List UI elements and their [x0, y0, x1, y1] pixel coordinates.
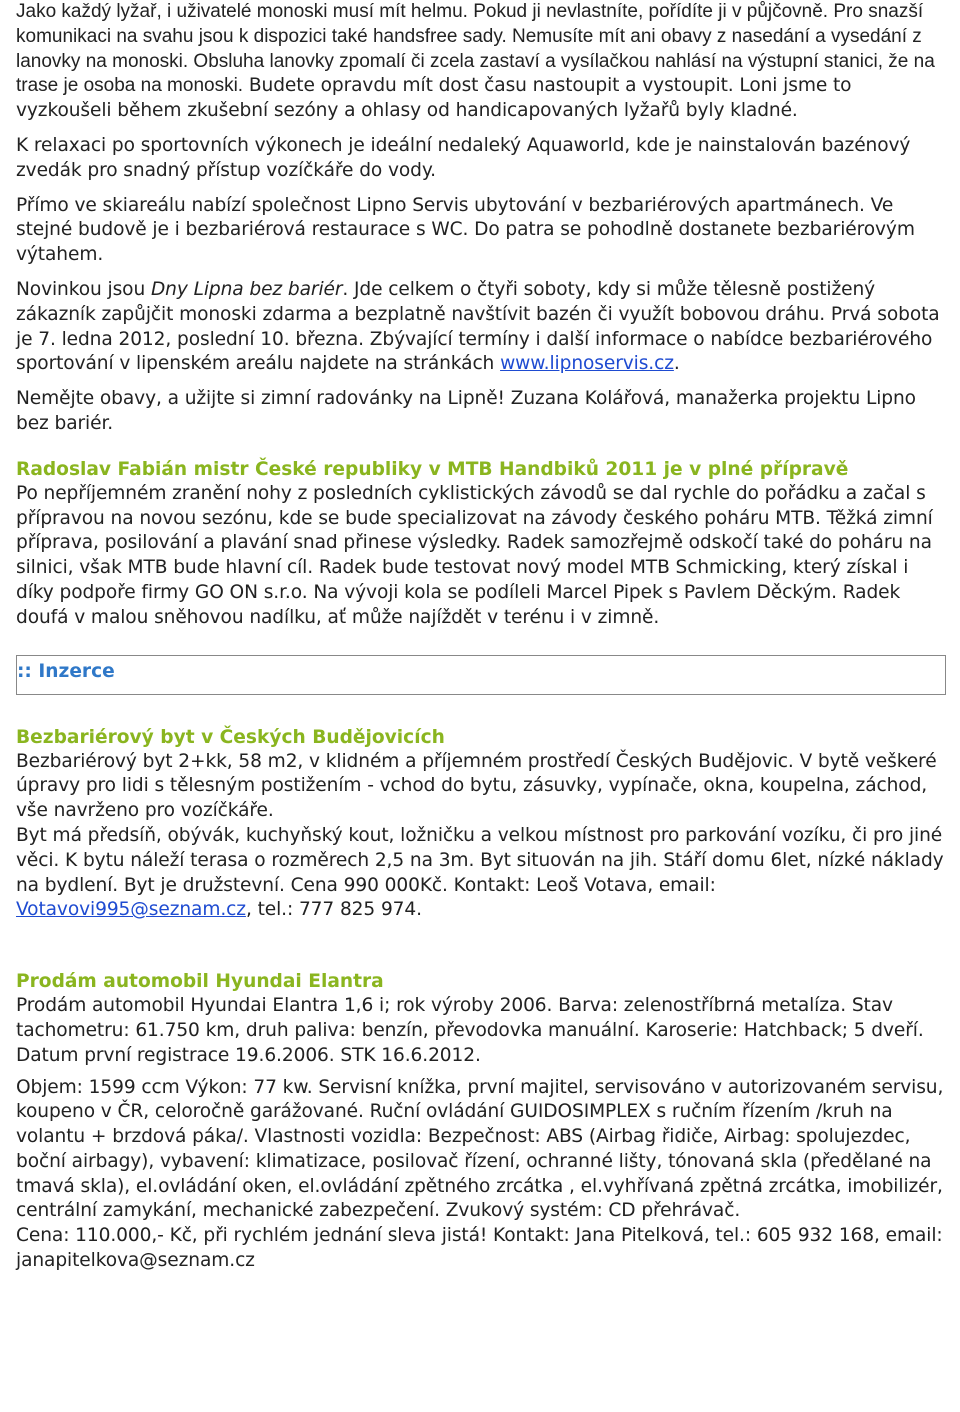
intro-paragraph-5: Nemějte obavy, a užijte si zimní radovánky na Lipně! Zuzana Kolářová, manažerka projektu Lipno bez bariér. [16, 388, 916, 434]
votava-email-link[interactable]: Votavovi995@seznam.cz [16, 899, 246, 921]
flat-ad-paragraph-1: Bezbariérový byt 2+kk, 58 m2, v klidném a příjemném prostředí Českých Budějovic. V bytě veškeré úpravy pro lidi s tělesným postižením - vchod do bytu, zásuvky, vypínače, okna, koupelna, záchod, vše navrženo pro vozíčkáře. [16, 750, 937, 822]
flat-ad-p2-pre: Byt má předsíň, obývák, kuchyňský kout, ložničku a velkou místnost pro parkování vozíku, či pro jiné věci. K bytu náleží terasa o rozměrech 2,5 na 3m. Byt situován na jih. Stáří domu 6let, nízké náklady na bydlení. Byt je družstevní. Cena 990 000Kč. Kontakt: Leoš Votava, email: [16, 824, 944, 896]
intro-p4-pre: Novinkou jsou [16, 278, 151, 300]
intro-p4-end: . [673, 353, 680, 375]
car-ad-title: Prodám automobil Hyundai Elantra [16, 971, 384, 993]
intro-p1-b: Budete opravdu mít dost času nastoupit a vystoupit. Loni jsme to vyzkoušeli během zkušební sezóny a ohlasy od handicapovaných lyžařů byly kladné. [16, 75, 852, 122]
mtb-article-title: Radoslav Fabián mistr České republiky v MTB Handbiků 2011 je v plné přípravě [16, 458, 849, 480]
document-page [16, 0, 946, 1274]
lipnoservis-link[interactable]: www.lipnoservis.cz [500, 353, 674, 375]
intro-p1-a: Jako každý lyžař, i uživatelé monoski musí mít helmu. Pokud ji nevlastníte, pořídíte ji v půjčovně. Pro snazší komunikaci na svahu jsou k dispozici také handsfree sady. Nemusíte mít ani obavy z nasedání a vysedání z lanovky na monoski. Obsluha lanovky zpomalí či zcela zastaví a vysílačkou nahlásí na výstupní stanici, že na trase je osoba na monoski. [16, 1, 935, 97]
intro-paragraph-3: Přímo ve skiareálu nabízí společnost Lipno Servis ubytování v bezbariérových apartmánech. Ve stejné budově je i bezbariérová restaurace s WC. Do patra se pohodlně dostanete bezbariérovým výtahem. [16, 194, 915, 266]
intro-paragraph-1 [16, 0, 946, 124]
flat-ad-paragraph-2 [16, 824, 946, 923]
flat-ad-p2-post: , tel.: 777 825 974. [245, 899, 422, 921]
intro-p4-post: . Jde celkem o čtyři soboty, kdy si může tělesně postižený zákazník zapůjčit monoski zdarma a bezplatně navštívit bazén či využít bobovou dráhu. Prvá sobota je 7. ledna 2012, poslední 10. března. Zbývající termíny i další informace o nabídce bezbariérového sportování v lipenském areálu najdete na stránkách [16, 278, 940, 375]
intro-paragraph-4 [16, 278, 946, 377]
mtb-article-body: Po nepříjemném zranění nohy z posledních cyklistických závodů se dal rychle do pořádku a začal s přípravou na novou sezónu, kde se bude specializovat na závody českého poháru MTB. Těžká zimní příprava, posilování a plavání snad přinese výsledky. Radek samozřejmě odskočí také do poháru na silnici, však MTB bude hlavní cíl. Radek bude testovat nový model MTB Schmicking, který získal i díky podpoře firmy GO ON s.r.o. Na vývoji kola se podíleli Marcel Pipek s Pavlem Děckým. Radek doufá v malou sněhovou nadílku, ať může najíždět v terénu i v zimně. [16, 482, 933, 628]
car-ad-paragraph-1: Prodám automobil Hyundai Elantra 1,6 i; rok výroby 2006. Barva: zelenostříbrná metalíza. Stav tachometru: 61.750 km, druh paliva: benzín, převodovka manuální. Karoserie: Hatchback; 5 dveří. Datum první registrace 19.6.2006. STK 16.6.2012. [16, 995, 924, 1066]
flat-ad-title: Bezbariérový byt v Českých Budějovicích [16, 726, 445, 748]
inzerce-section-header [16, 655, 946, 695]
car-ad-paragraph-2: Objem: 1599 ccm Výkon: 77 kw. Servisní knížka, první majitel, servisováno v autorizovaném servisu, koupeno v ČR, celoročně garážované. Ruční ovládání GUIDOSIMPLEX s ručním řízením /kruh na volantu + brzdová páka/. Vlastnosti vozidla: Bezpečnost: ABS (Airbag řidiče, Airbag: spolujezdec, boční airbagy), vybavení: klimatizace, posilovač řízení, ochranné lišty, tónovaná skla (předělané na tmavá skla), el.ovládání oken, el.ovládání zpětného zrcátka , el.vyhřívaná zpětná zrcátka, imobilizér, centrální zamykání, mechanické zabezpečení. Zvukový systém: CD přehrávač. [16, 1076, 944, 1222]
intro-p4-emphasis: Dny Lipna bez bariér [150, 278, 343, 300]
intro-paragraph-2: K relaxaci po sportovních výkonech je ideální nedaleký Aquaworld, kde je nainstalován bazénový zvedák pro snadný přístup vozíčkáře do vody. [16, 134, 911, 181]
inzerce-label: :: Inzerce [17, 660, 115, 682]
car-ad-paragraph-3: Cena: 110.000,- Kč, při rychlém jednání sleva jistá! Kontakt: Jana Pitelková, tel.: 605 932 168, email: janapitelkova@seznam.cz [16, 1225, 943, 1272]
